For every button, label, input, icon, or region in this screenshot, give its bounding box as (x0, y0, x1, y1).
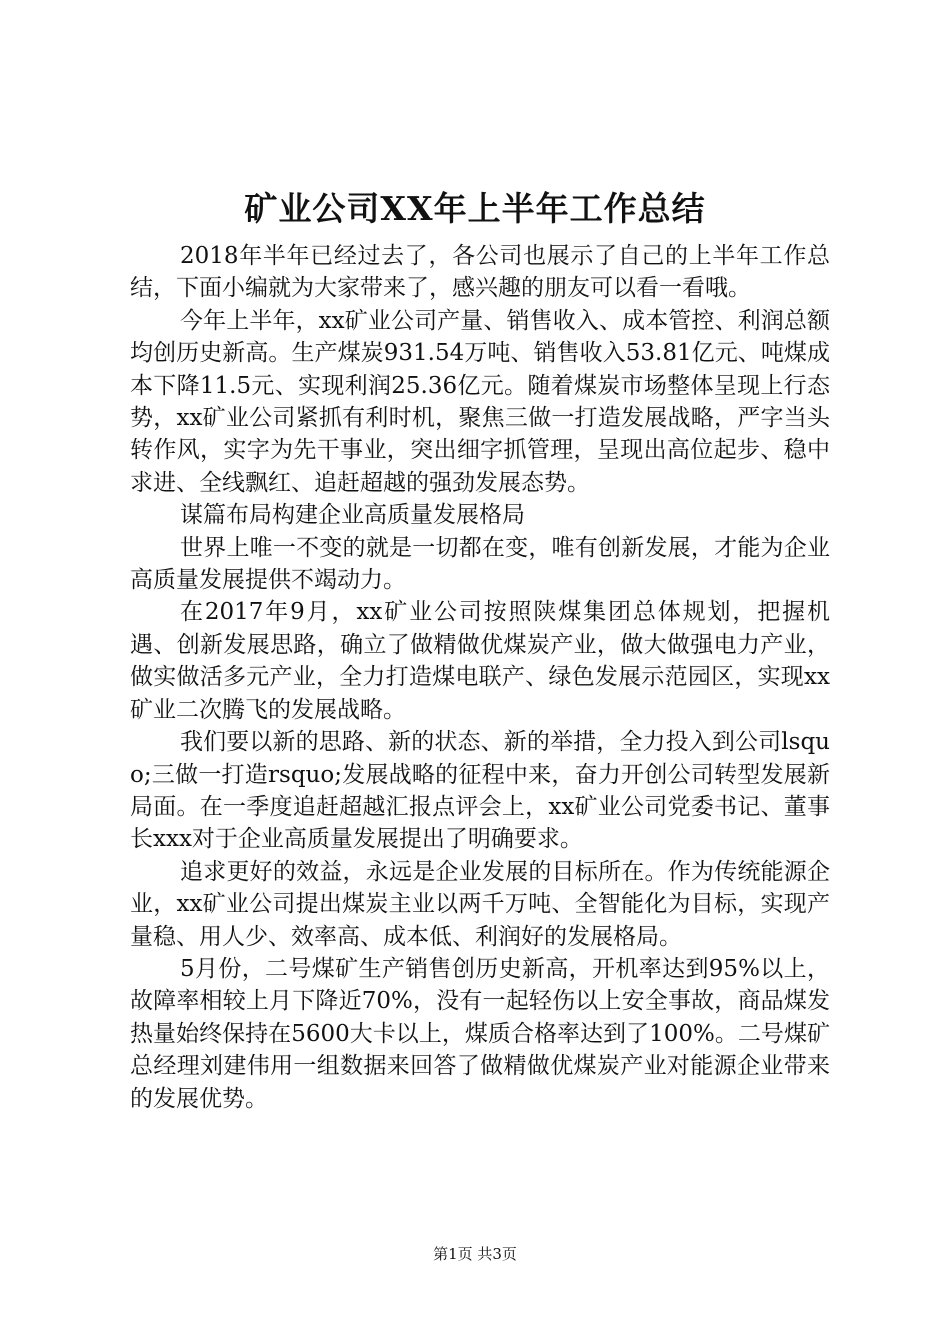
innovation-paragraph: 世界上唯一不变的就是一切都在变，唯有创新发展，才能为企业高质量发展提供不竭动力。 (130, 534, 830, 594)
strategy-paragraph: 在2017年9月，xx矿业公司按照陕煤集团总体规划，把握机遇、创新发展思路，确立了做精做优煤炭产业，做大做强电力产业，做实做活多元产业，全力打造煤电联产、绿色发展示范园区，实现xx矿业二次腾飞的发展战略。 (130, 599, 830, 723)
document-body (130, 240, 830, 1115)
section-heading: 谋篇布局构建企业高质量发展格局 (180, 502, 525, 529)
page-footer: 第1页 共3页 (433, 1245, 517, 1263)
document-title: 矿业公司XX年上半年工作总结 (244, 189, 706, 228)
may-results-paragraph: 5月份，二号煤矿生产销售创历史新高，开机率达到95%以上，故障率相较上月下降近70%，没有一起轻伤以上安全事故，商品煤发热量始终保持在5600大卡以上，煤质合格率达到了100%。二号煤矿总经理刘建伟用一组数据来回答了做精做优煤炭产业对能源企业带来的发展优势。 (130, 955, 830, 1112)
intro-paragraph: 2018年半年已经过去了，各公司也展示了自己的上半年工作总结，下面小编就为大家带来了，感兴趣的朋友可以看一看哦。 (130, 243, 830, 302)
goals-paragraph: 追求更好的效益，永远是企业发展的目标所在。作为传统能源企业，xx矿业公司提出煤炭主业以两千万吨、全智能化为目标，实现产量稳、用人少、效率高、成本低、利润好的发展格局。 (130, 858, 830, 950)
approach-paragraph: 我们要以新的思路、新的状态、新的举措，全力投入到公司lsquo;三做一打造rsquo;发展战略的征程中来，奋力开创公司转型发展新局面。在一季度追赶超越汇报点评会上，xx矿业公司党委书记、董事长xxx对于企业高质量发展提出了明确要求。 (130, 729, 830, 853)
results-paragraph: 今年上半年，xx矿业公司产量、销售收入、成本管控、利润总额均创历史新高。生产煤炭931.54万吨、销售收入53.81亿元、吨煤成本下降11.5元、实现利润25.36亿元。随着煤炭市场整体呈现上行态势，xx矿业公司紧抓有利时机，聚焦三做一打造发展战略，严字当头转作风，实字为先干事业，突出细字抓管理，呈现出高位起步、稳中求进、全线飘红、追赶超越的强劲发展态势。 (130, 307, 830, 496)
